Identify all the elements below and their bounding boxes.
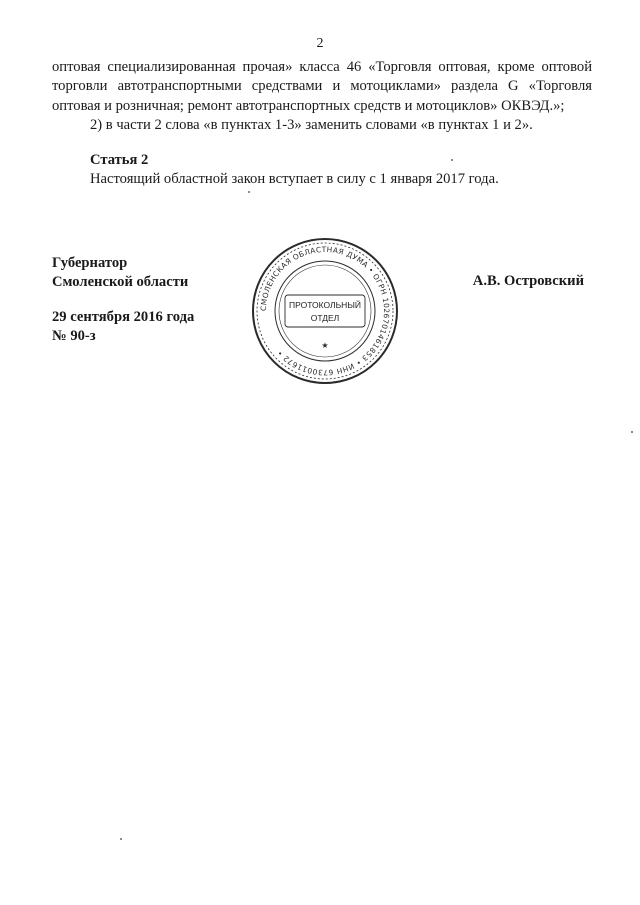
seal-ring-text: СМОЛЕНСКАЯ ОБЛАСТНАЯ ДУМА • ОГРН 1026701461853 • ИНН 6730011672 • (258, 244, 392, 378)
signatory-position-line-2: Смоленской области (52, 274, 189, 290)
scan-speck (120, 838, 122, 840)
law-number: № 90-з (52, 328, 96, 344)
signing-date: 29 сентября 2016 года (52, 309, 195, 325)
scan-speck (631, 431, 633, 433)
official-seal-stamp (250, 236, 400, 386)
signature-block-left (52, 254, 194, 346)
scan-speck (451, 159, 453, 161)
paragraph-amendment: 2) в части 2 слова «в пунктах 1-3» заменить словами «в пунктах 1 и 2». (90, 117, 533, 134)
article-title: Статья 2 (90, 152, 149, 168)
page-number: 2 (316, 36, 324, 51)
article-text: Настоящий областной закон вступает в силу с 1 января 2017 года. (90, 171, 499, 188)
article-2 (90, 151, 499, 190)
signatory-name: А.В. Островский (472, 273, 584, 289)
signatory-position-line-1: Губернатор (52, 255, 128, 271)
scan-speck (248, 191, 250, 193)
seal-star-icon: ★ (321, 341, 329, 350)
paragraph-continuation: оптовая специализированная прочая» класса 46 «Торговля оптовая, кроме оптовой торговли автотранспортными средствами и мотоциклами» раздела G «Торговля оптовая и розничная; ремонт автотранспортных средств и мотоциклов» ОКВЭД.»; (52, 59, 592, 114)
body-text (52, 58, 592, 136)
seal-center-line-2: ОТДЕЛ (310, 313, 340, 323)
seal-center-line-1: ПРОТОКОЛЬНЫЙ (289, 300, 361, 310)
